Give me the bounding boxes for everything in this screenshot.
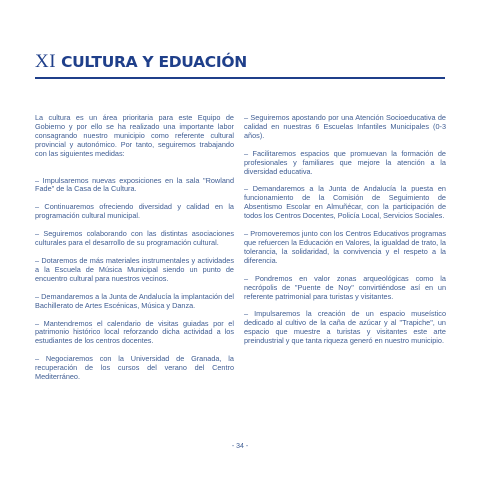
list-item: – Pondremos en valor zonas arqueológicas como la necrópolis de "Puente de Noy" convirtiéndose así en un referente patrimonial para turistas y visitantes. — [244, 273, 446, 301]
heading-divider — [35, 77, 445, 79]
list-item: – Seguiremos colaborando con las distintas asociaciones culturales para el desarrollo de su programación cultural. — [35, 229, 234, 248]
intro-paragraph: La cultura es un área prioritaria para este Equipo de Gobierno y por ello se ha realizado una importante labor consagrando nuestro municipio como referente cultural provincial y autonómico. Por tanto, seguiremos trabajando con las siguientes medidas: — [35, 113, 234, 158]
list-item: – Promoveremos junto con los Centros Educativos programas que refuercen la Educación en Valores, la igualdad de trato, la tolerancia, la solidaridad, la convivencia y el respeto a la diferencia. — [244, 229, 446, 265]
section-title: CULTURA Y EDUACIÓN — [61, 53, 247, 71]
section-number: XI — [35, 51, 57, 72]
section-heading — [35, 51, 247, 73]
list-item: – Demandaremos a la Junta de Andalucía la implantación del Bachillerato de Artes Escénicas, Música y Danza. — [35, 291, 234, 310]
list-item: – Impulsaremos la creación de un espacio museístico dedicado al cultivo de la caña de azúcar y al "Trapiche", un espacio que muestre a turistas y visitantes este arte preindustrial y que tanta riqueza generó en nuestro municipio. — [244, 309, 446, 346]
list-item: – Mantendremos el calendario de visitas guiadas por el patrimonio histórico local reforzando dicha actividad a los estudiantes de los centros docentes. — [35, 318, 234, 346]
right-column — [244, 114, 446, 355]
list-item: – Dotaremos de más materiales instrumentales y actividades a la Escuela de Música Municipal siendo un punto de encuentro cultural para nuestros vecinos. — [35, 255, 234, 283]
list-item: – Impulsaremos nuevas exposiciones en la sala "Rowland Fade" de la Casa de la Cultura. — [35, 175, 234, 194]
list-item: – Facilitaremos espacios que promuevan la formación de profesionales y familiares que mejore la atención a la diversidad educativa. — [244, 148, 446, 176]
page-number: - 34 - — [231, 443, 249, 450]
list-item: – Continuaremos ofreciendo diversidad y calidad en la programación cultural municipal. — [35, 202, 234, 221]
list-item: – Negociaremos con la Universidad de Granada, la recuperación de los cursos del verano del Centro Mediterráneo. — [35, 354, 234, 382]
list-item: – Demandaremos a la Junta de Andalucía la puesta en funcionamiento de la Comisión de Seguimiento de Absentismo Escolar en Almuñécar, con la participación de todos los Centros Docentes, Policía Local, Servicios Sociales. — [244, 184, 446, 221]
left-column — [35, 114, 234, 391]
list-item: – Seguiremos apostando por una Atención Socioeducativa de calidad en nuestras 6 Escuelas Infantiles Municipales (0-3 años). — [244, 113, 446, 140]
